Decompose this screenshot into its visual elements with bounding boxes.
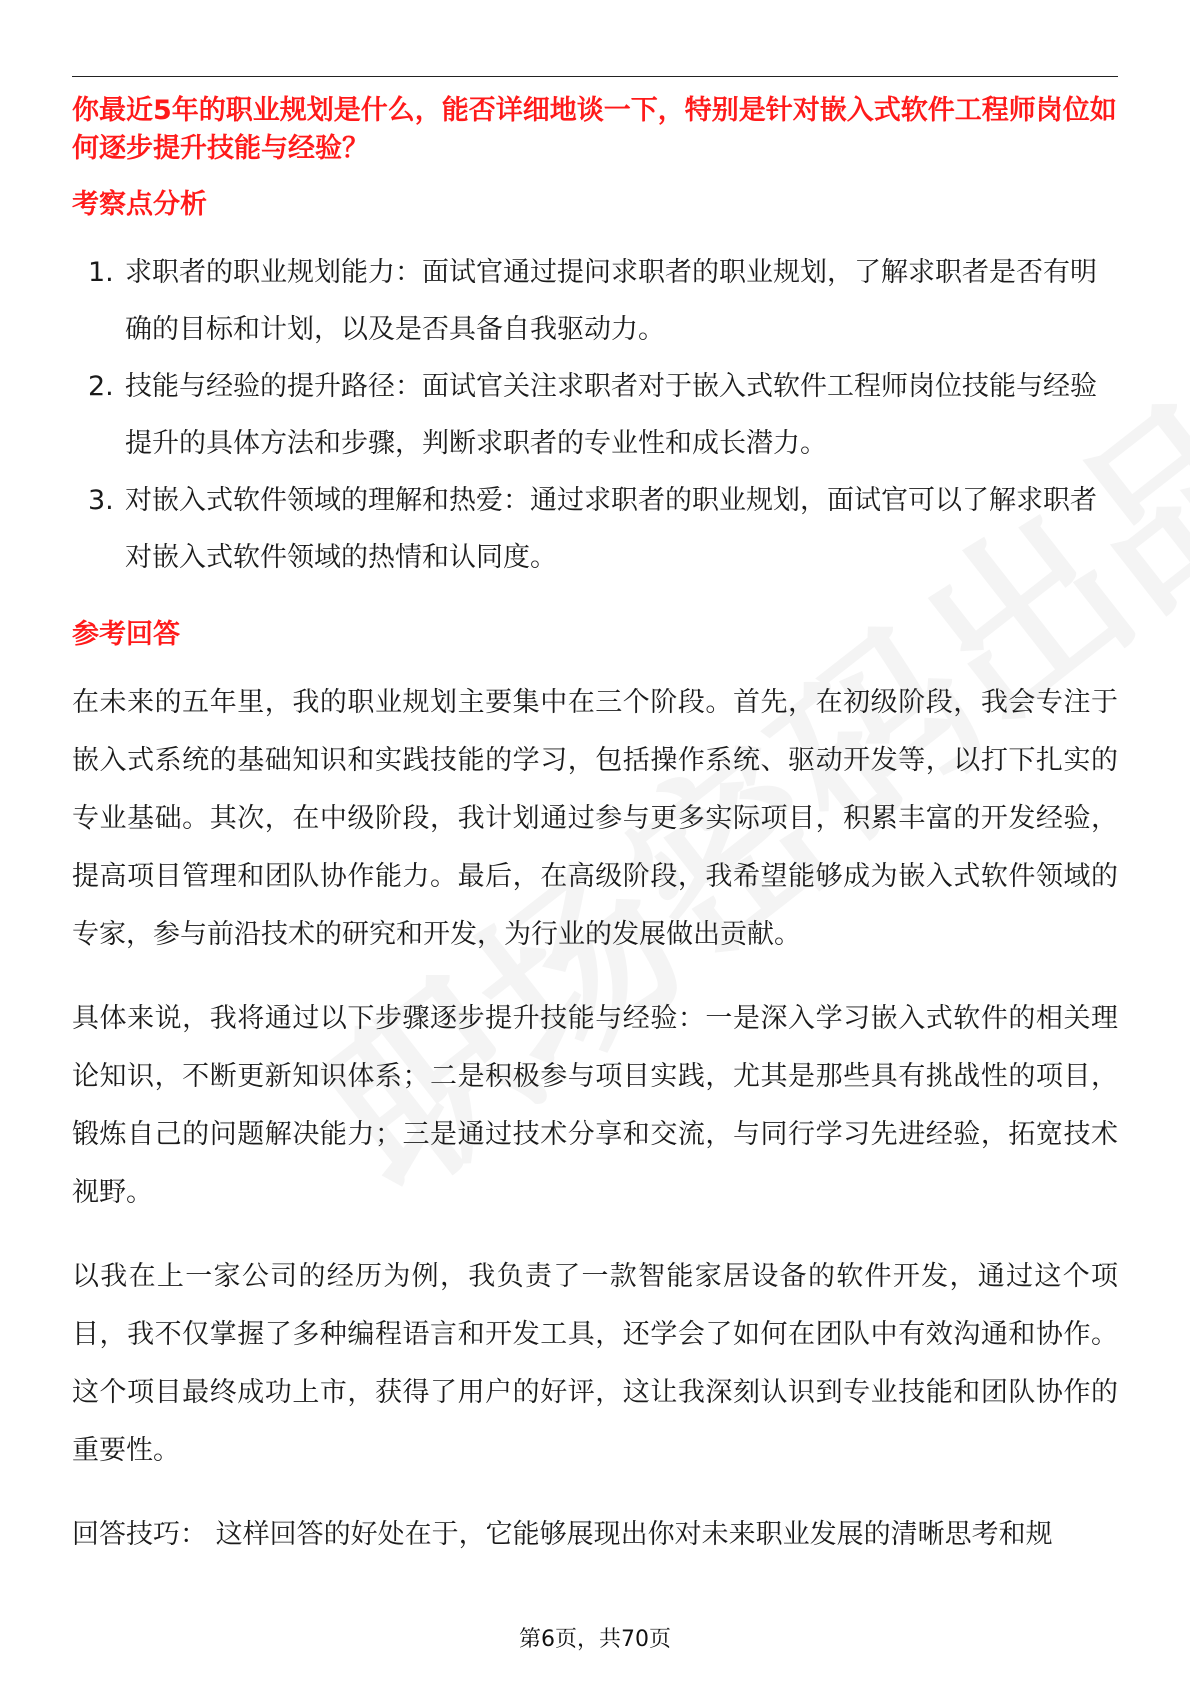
answer-paragraph: 以我在上一家公司的经历为例，我负责了一款智能家居设备的软件开发，通过这个项目，我不仅掌握了多种编程语言和开发工具，还学会了如何在团队中有效沟通和协作。这个项目最终成功上市，获得了用户的好评，这让我深刻认识到专业技能和团队协作的重要性。 (72, 1261, 1118, 1466)
list-item-text: 对嵌入式软件领域的理解和热爱：通过求职者的职业规划，面试官可以了解求职者对嵌入式软件领域的热情和认同度。 (125, 485, 1097, 573)
header-rule (72, 76, 1118, 77)
answer-tips-paragraph: 回答技巧： 这样回答的好处在于，它能够展现出你对未来职业发展的清晰思考和规 (72, 1519, 1053, 1550)
answer-paragraph: 在未来的五年里，我的职业规划主要集中在三个阶段。首先，在初级阶段，我会专注于嵌入式系统的基础知识和实践技能的学习，包括操作系统、驱动开发等，以打下扎实的专业基础。其次，在中级阶段，我计划通过参与更多实际项目，积累丰富的开发经验，提高项目管理和团队协作能力。最后，在高级阶段，我希望能够成为嵌入式软件领域的专家，参与前沿技术的研究和开发，为行业的发展做出贡献。 (72, 687, 1118, 950)
list-item-text: 技能与经验的提升路径：面试官关注求职者对于嵌入式软件工程师岗位技能与经验提升的具体方法和步骤，判断求职者的专业性和成长潜力。 (125, 371, 1097, 459)
analysis-title: 考察点分析 (72, 189, 207, 220)
answer-paragraph: 具体来说，我将通过以下步骤逐步提升技能与经验：一是深入学习嵌入式软件的相关理论知识，不断更新知识体系；二是积极参与项目实践，尤其是那些具有挑战性的项目，锻炼自己的问题解决能力；三是通过技术分享和交流，与同行学习先进经验，拓宽技术视野。 (72, 1003, 1118, 1208)
answer-title: 参考回答 (72, 619, 180, 650)
analysis-list (72, 244, 1118, 586)
list-item (72, 358, 1118, 472)
list-item (72, 244, 1118, 358)
list-item-text: 求职者的职业规划能力：面试官通过提问求职者的职业规划，了解求职者是否有明确的目标和计划，以及是否具备自我驱动力。 (125, 257, 1097, 345)
list-item-number: 3. (88, 485, 114, 516)
list-item-number: 1. (88, 257, 114, 288)
page-content (72, 92, 1118, 1564)
question-heading: 你最近5年的职业规划是什么，能否详细地谈一下，特别是针对嵌入式软件工程师岗位如何逐步提升技能与经验？ (72, 95, 1117, 164)
list-item (72, 472, 1118, 586)
list-item-number: 2. (88, 371, 114, 402)
page-number: 第6页，共70页 (519, 1627, 671, 1652)
